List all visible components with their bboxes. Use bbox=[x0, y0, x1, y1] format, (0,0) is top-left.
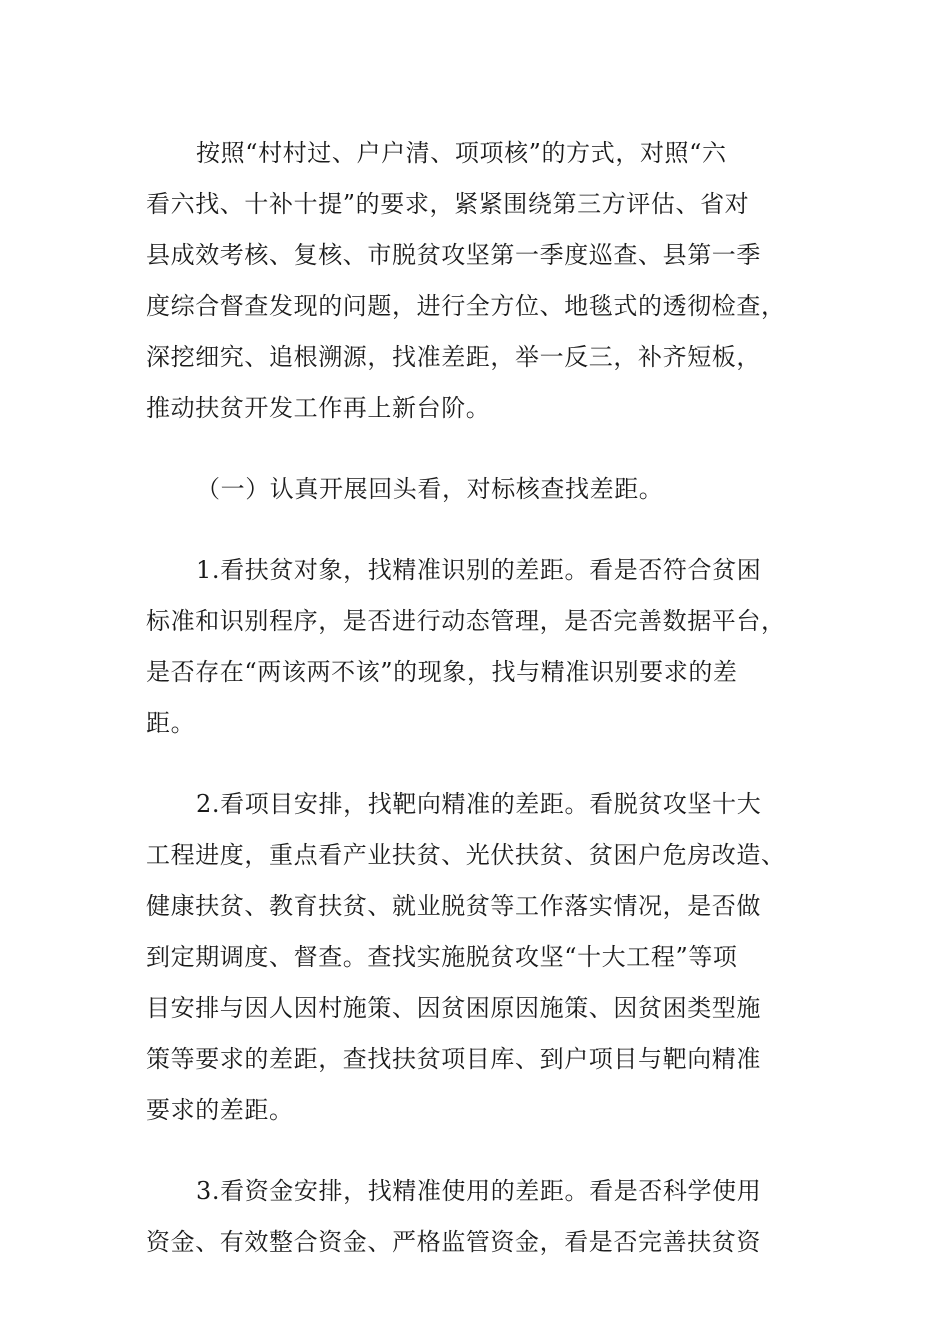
paragraph-gap bbox=[146, 434, 826, 464]
text-line: 要求的差距。 bbox=[146, 1096, 294, 1124]
heading-line: （一）认真开展回头看，对标核查找差距。 bbox=[196, 475, 664, 503]
text-line: 工程进度，重点看产业扶贫、光伏扶贫、贫困户危房改造、 bbox=[146, 841, 786, 869]
paragraph-item-2 bbox=[146, 779, 826, 1136]
text-line: 推动扶贫开发工作再上新台阶。 bbox=[146, 394, 491, 422]
paragraph-gap bbox=[146, 515, 826, 545]
text-line: 深挖细究、追根溯源，找准差距，举一反三，补齐短板， bbox=[146, 343, 761, 371]
text-line: 健康扶贫、教育扶贫、就业脱贫等工作落实情况，是否做 bbox=[146, 892, 761, 920]
text-line: 按照“村村过、户户清、项项核”的方式，对照“六 bbox=[196, 139, 727, 167]
text-line: 1.看扶贫对象，找精准识别的差距。看是否符合贫困 bbox=[196, 556, 762, 584]
document-body bbox=[146, 128, 826, 1268]
text-line: 3.看资金安排，找精准使用的差距。看是否科学使用 bbox=[196, 1177, 762, 1205]
text-line: 策等要求的差距，查找扶贫项目库、到户项目与靶向精准 bbox=[146, 1045, 761, 1073]
paragraph-item-3 bbox=[146, 1166, 826, 1268]
paragraph-intro bbox=[146, 128, 826, 434]
section-heading bbox=[146, 464, 826, 515]
text-line: 标准和识别程序，是否进行动态管理，是否完善数据平台， bbox=[146, 607, 786, 635]
text-line: 看六找、十补十提”的要求，紧紧围绕第三方评估、省对 bbox=[146, 190, 750, 218]
text-line: 度综合督查发现的问题，进行全方位、地毯式的透彻检查， bbox=[146, 292, 786, 320]
text-line: 2.看项目安排，找靶向精准的差距。看脱贫攻坚十大 bbox=[196, 790, 762, 818]
paragraph-gap bbox=[146, 749, 826, 779]
text-line: 到定期调度、督查。查找实施脱贫攻坚“十大工程”等项 bbox=[146, 943, 738, 971]
text-line: 资金、有效整合资金、严格监管资金，看是否完善扶贫资 bbox=[146, 1228, 761, 1256]
text-line: 目安排与因人因村施策、因贫困原因施策、因贫困类型施 bbox=[146, 994, 761, 1022]
paragraph-gap bbox=[146, 1136, 826, 1166]
paragraph-item-1 bbox=[146, 545, 826, 749]
text-line: 县成效考核、复核、市脱贫攻坚第一季度巡查、县第一季 bbox=[146, 241, 761, 269]
text-line: 是否存在“两该两不该”的现象，找与精准识别要求的差 bbox=[146, 658, 738, 686]
text-line: 距。 bbox=[146, 709, 196, 737]
